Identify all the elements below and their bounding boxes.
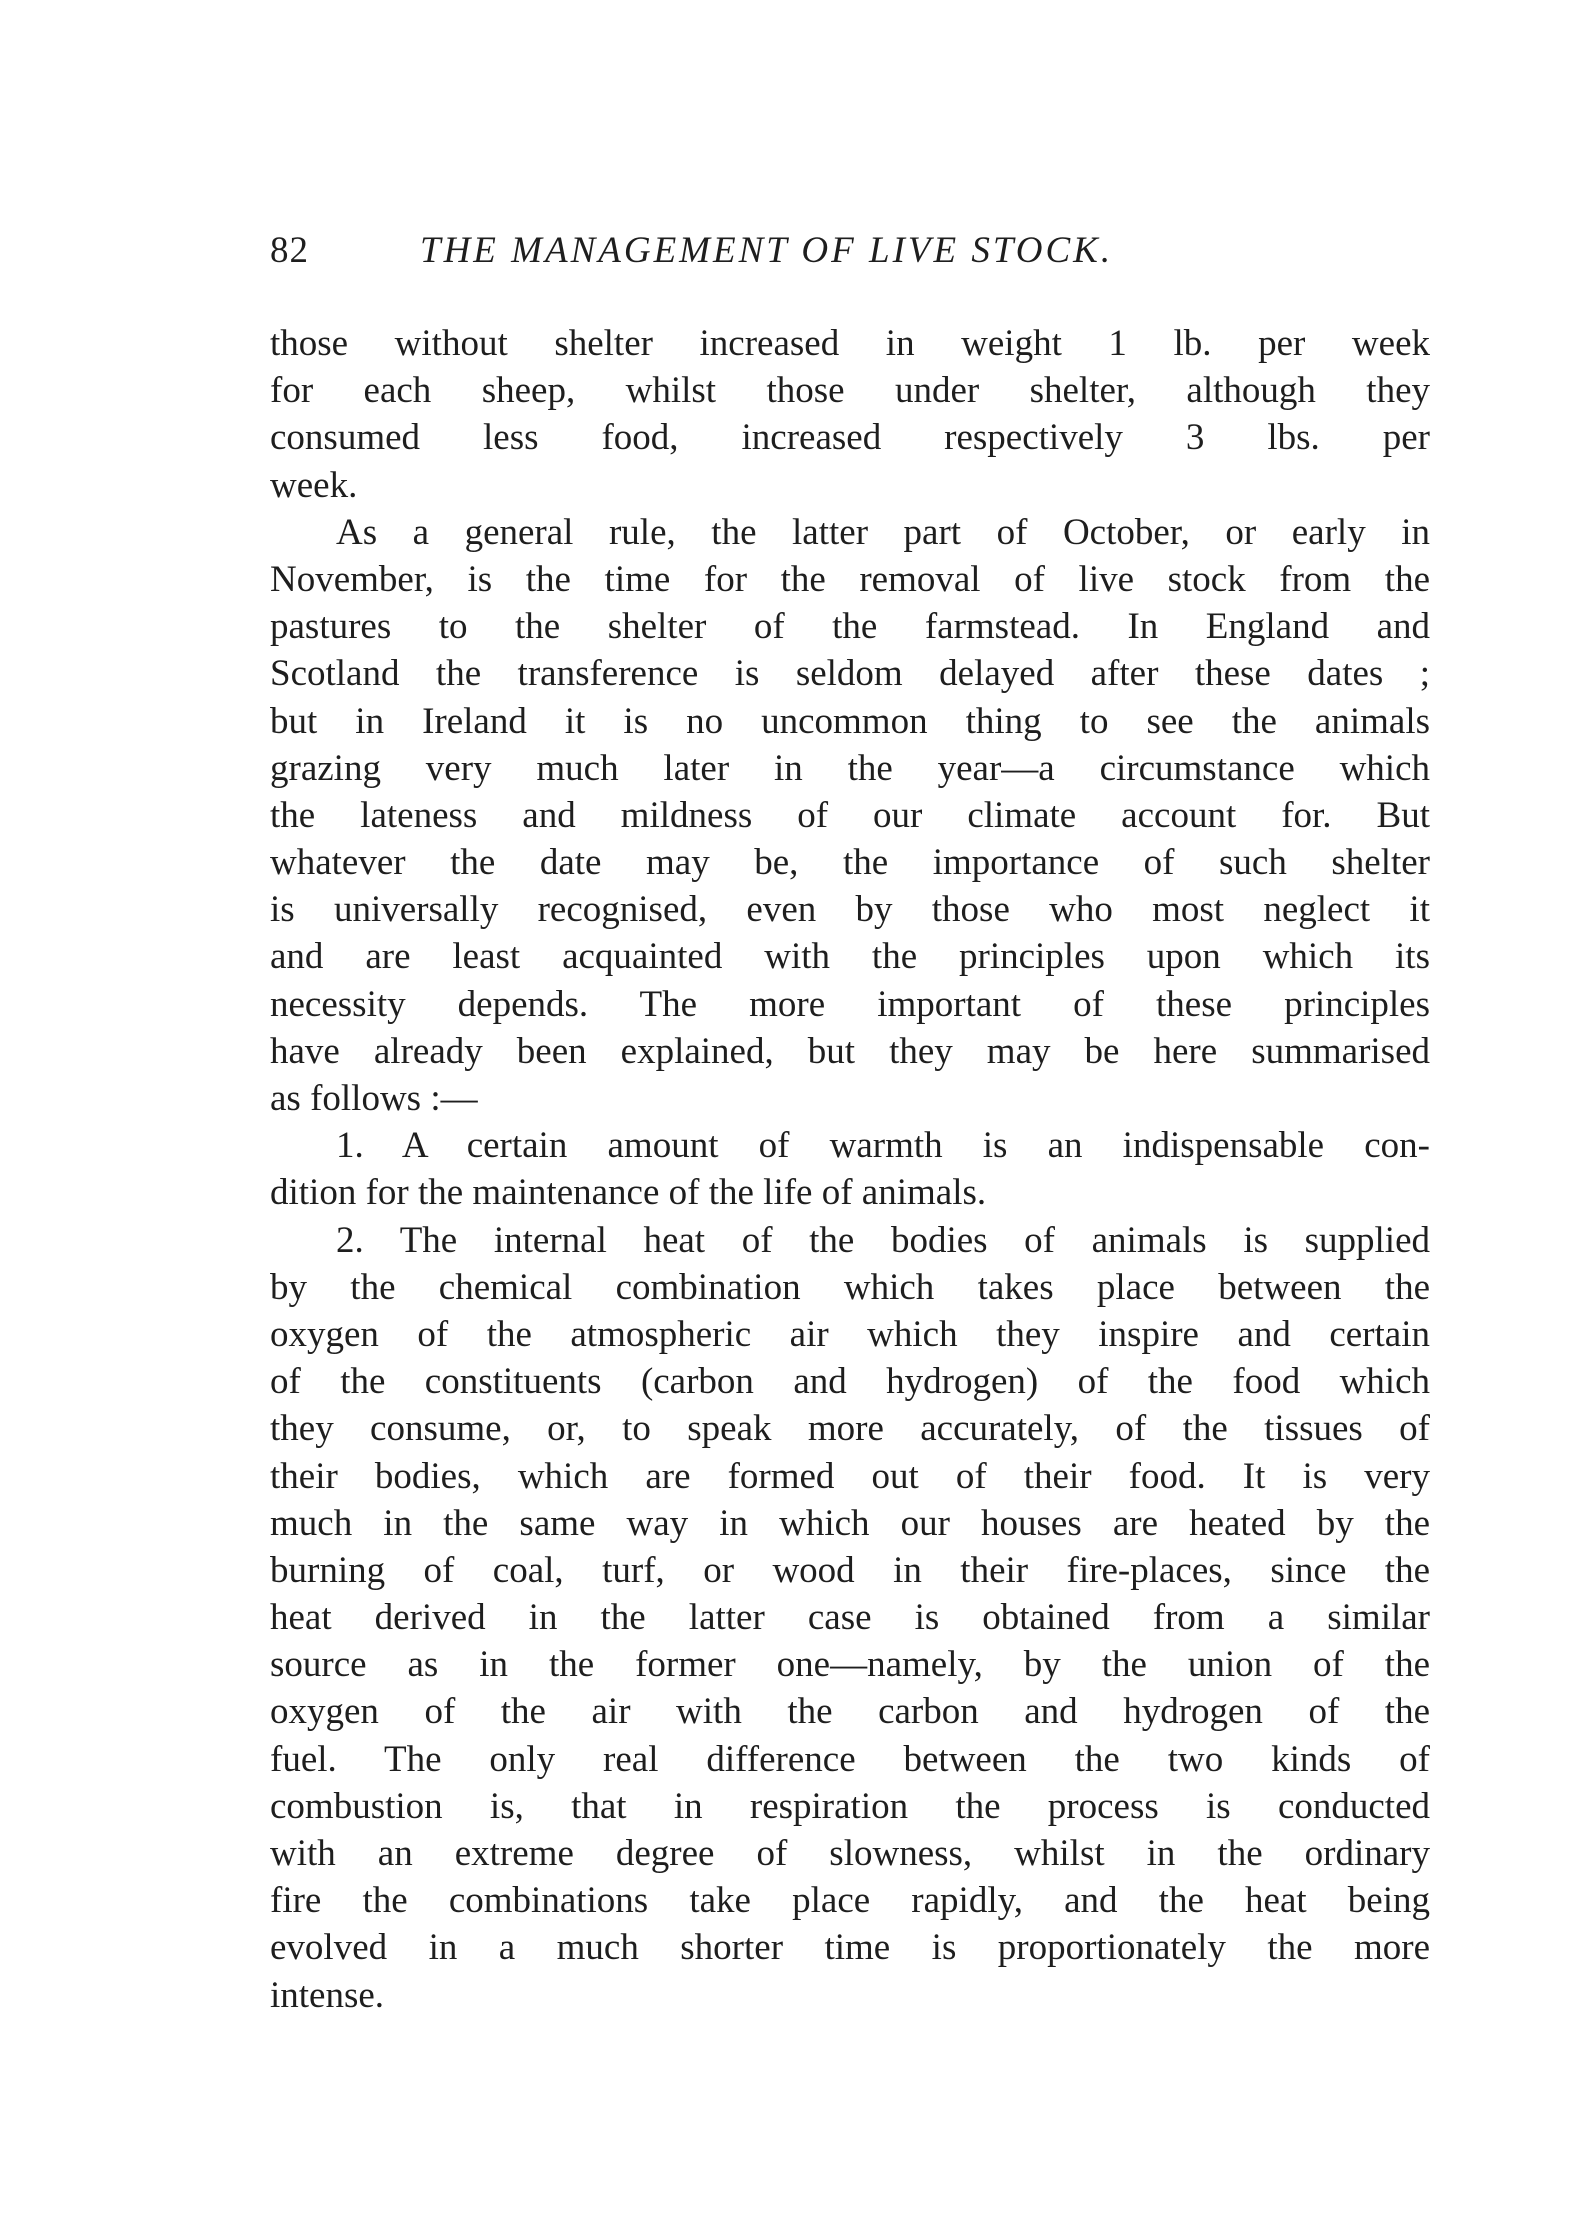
- text-line: consumed less food, increased respectively 3 lbs. per: [270, 417, 1430, 459]
- text-line: week.: [270, 464, 358, 506]
- text-line: intense.: [270, 1974, 385, 2016]
- text-line: dition for the maintenance of the life of animals.: [270, 1172, 987, 1214]
- text-line: the lateness and mildness of our climate account for. But: [270, 794, 1430, 836]
- body-text: [270, 320, 1430, 2019]
- paragraph: [270, 1122, 1430, 1216]
- text-line: combustion is, that in respiration the process is conducted: [270, 1785, 1430, 1827]
- text-line: and are least acquainted with the principles upon which its: [270, 936, 1430, 978]
- text-line: necessity depends. The more important of these principles: [270, 983, 1430, 1025]
- text-line: they consume, or, to speak more accurately, of the tissues of: [270, 1408, 1430, 1450]
- text-line: 2. The internal heat of the bodies of animals is supplied: [336, 1219, 1430, 1261]
- text-line: fuel. The only real difference between the two kinds of: [270, 1738, 1430, 1780]
- running-title: THE MANAGEMENT OF LIVE STOCK.: [420, 230, 1114, 271]
- text-line: heat derived in the latter case is obtained from a similar: [270, 1597, 1430, 1639]
- paragraph: [270, 509, 1430, 1122]
- text-line: source as in the former one—namely, by the union of the: [270, 1644, 1430, 1686]
- text-line: pastures to the shelter of the farmstead. In England and: [270, 606, 1430, 648]
- text-line: November, is the time for the removal of live stock from the: [270, 558, 1430, 600]
- text-line: for each sheep, whilst those under shelter, although they: [270, 370, 1430, 412]
- text-line: Scotland the transference is seldom delayed after these dates ;: [270, 653, 1430, 695]
- text-line: but in Ireland it is no uncommon thing to see the animals: [270, 700, 1430, 742]
- text-line: their bodies, which are formed out of their food. It is very: [270, 1455, 1430, 1497]
- text-line: evolved in a much shorter time is proportionately the more: [270, 1927, 1430, 1969]
- text-line: fire the combinations take place rapidly, and the heat being: [270, 1880, 1430, 1922]
- text-line: whatever the date may be, the importance of such shelter: [270, 842, 1430, 884]
- text-line: is universally recognised, even by those who most neglect it: [270, 889, 1430, 931]
- text-line: burning of coal, turf, or wood in their fire-places, since the: [270, 1549, 1430, 1591]
- paragraph: [270, 320, 1430, 509]
- paragraph: [270, 1217, 1430, 2019]
- text-line: grazing very much later in the year—a circumstance which: [270, 747, 1430, 789]
- text-line: oxygen of the atmospheric air which they inspire and certain: [270, 1313, 1430, 1355]
- running-head: [270, 226, 1430, 276]
- text-line: 1. A certain amount of warmth is an indispensable con-: [336, 1125, 1430, 1167]
- text-line: of the constituents (carbon and hydrogen) of the food which: [270, 1361, 1430, 1403]
- text-line: much in the same way in which our houses are heated by the: [270, 1502, 1430, 1544]
- text-line: with an extreme degree of slowness, whilst in the ordinary: [270, 1833, 1430, 1874]
- text-line: have already been explained, but they may be here summarised: [270, 1030, 1430, 1072]
- text-line: by the chemical combination which takes place between the: [270, 1266, 1430, 1308]
- page-number: 82: [270, 230, 309, 271]
- text-line: as follows :—: [270, 1078, 478, 1119]
- text-line: those without shelter increased in weight 1 lb. per week: [270, 323, 1430, 364]
- text-line: oxygen of the air with the carbon and hydrogen of the: [270, 1691, 1430, 1733]
- text-line: As a general rule, the latter part of October, or early in: [336, 511, 1430, 553]
